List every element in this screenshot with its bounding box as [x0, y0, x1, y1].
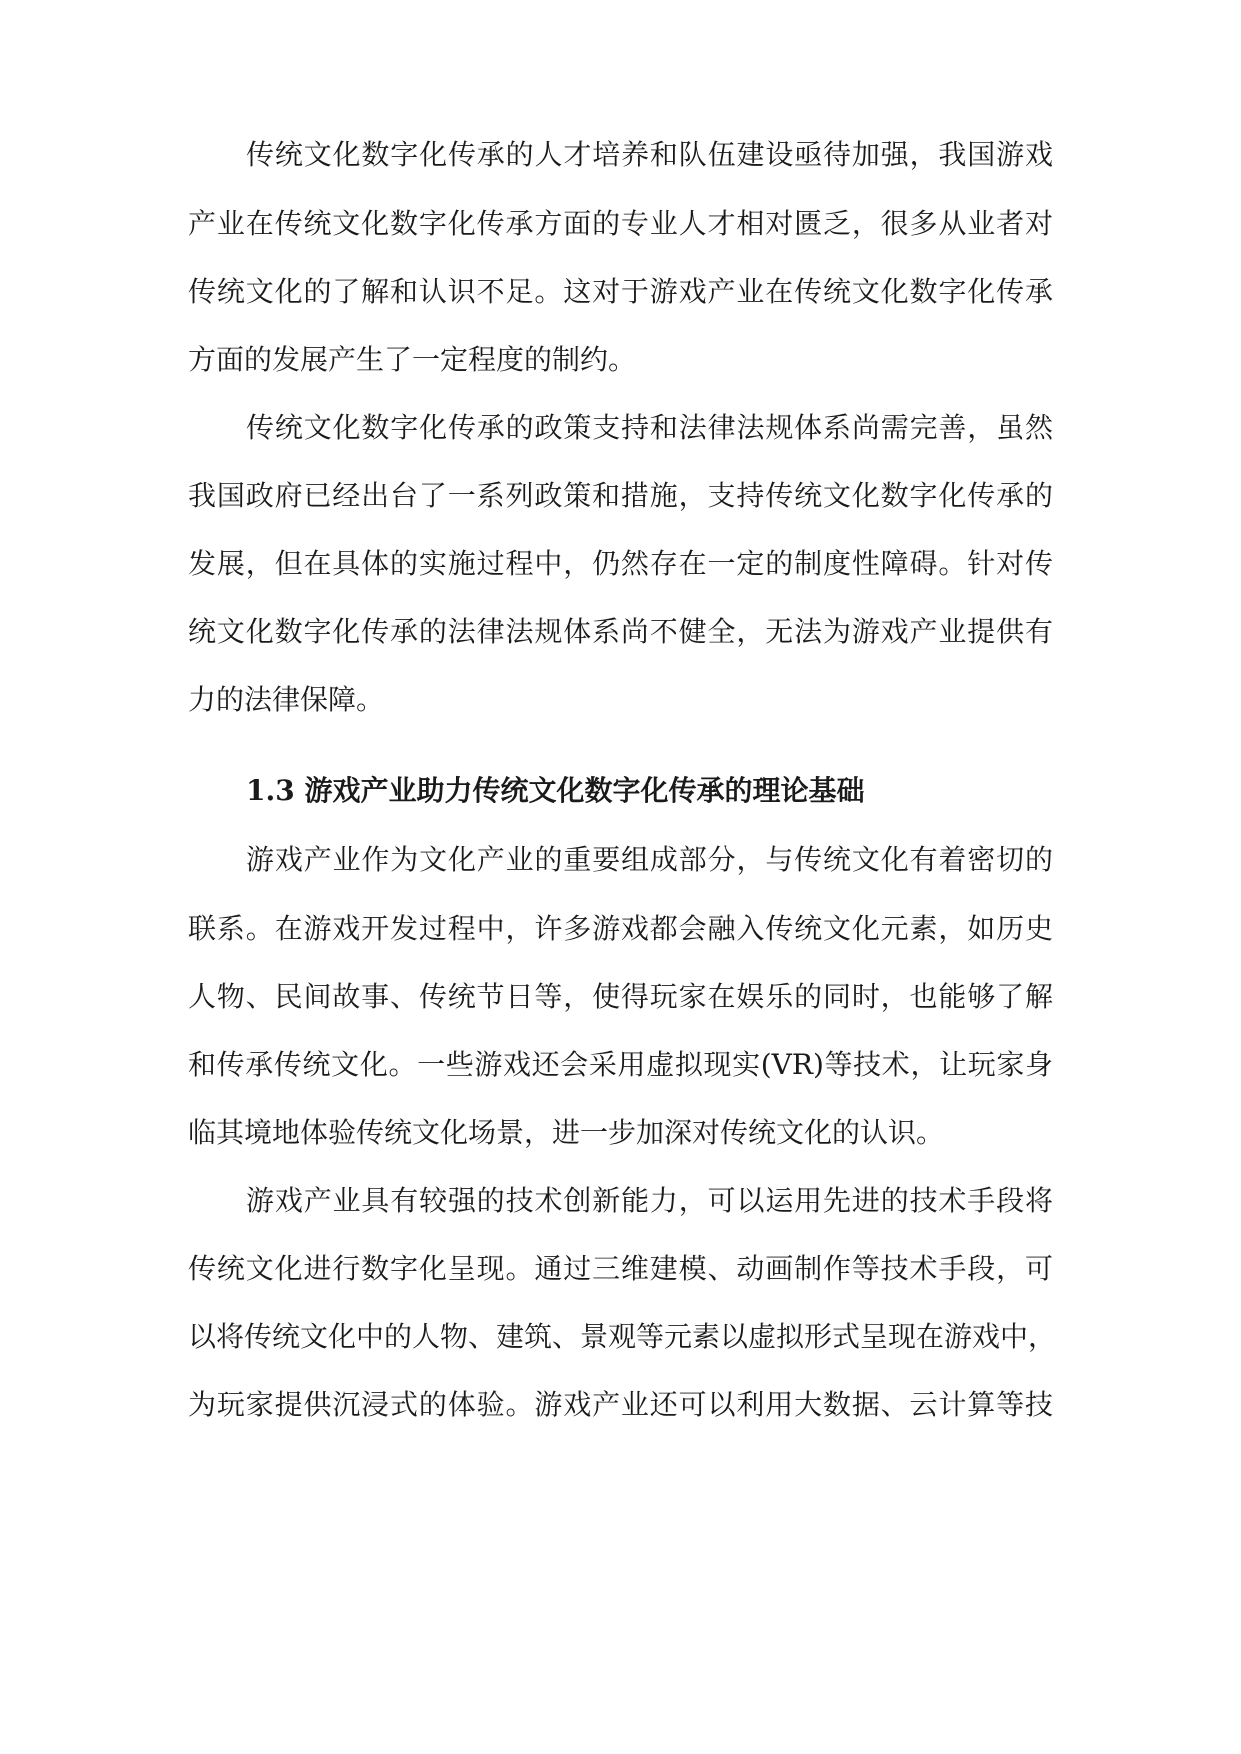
paragraph-line: 以将传统文化中的人物、建筑、景观等元素以虚拟形式呈现在游戏中，: [188, 1320, 1057, 1353]
paragraph-line: 联系。在游戏开发过程中，许多游戏都会融入传统文化元素，如历史: [188, 912, 1053, 945]
paragraph-line: 临其境地体验传统文化场景，进一步加深对传统文化的认识。: [188, 1116, 945, 1149]
paragraph-line: 和传承传统文化。一些游戏还会采用虚拟现实(VR)等技术，让玩家身: [188, 1048, 1053, 1081]
paragraph-line: 传统文化数字化传承的政策支持和法律法规体系尚需完善，虽然: [246, 411, 1053, 444]
paragraph-line: 传统文化的了解和认识不足。这对于游戏产业在传统文化数字化传承: [188, 275, 1053, 308]
paragraph-line: 产业在传统文化数字化传承方面的专业人才相对匮乏，很多从业者对: [188, 207, 1053, 240]
paragraph-line: 我国政府已经出台了一系列政策和措施，支持传统文化数字化传承的: [188, 479, 1053, 512]
paragraph-line: 发展，但在具体的实施过程中，仍然存在一定的制度性障碍。针对传: [188, 547, 1053, 580]
paragraph-line: 方面的发展产生了一定程度的制约。: [188, 343, 637, 376]
paragraph-line: 游戏产业作为文化产业的重要组成部分，与传统文化有着密切的: [246, 843, 1053, 876]
section-heading: 1.3 游戏产业助力传统文化数字化传承的理论基础: [246, 774, 865, 807]
paragraph-line: 为玩家提供沉浸式的体验。游戏产业还可以利用大数据、云计算等技: [188, 1388, 1053, 1421]
paragraph-line: 力的法律保障。: [188, 683, 385, 716]
paragraph-line: 游戏产业具有较强的技术创新能力，可以运用先进的技术手段将: [246, 1184, 1053, 1217]
paragraph-line: 统文化数字化传承的法律法规体系尚不健全，无法为游戏产业提供有: [188, 615, 1053, 648]
paragraph-line: 人物、民间故事、传统节日等，使得玩家在娱乐的同时，也能够了解: [188, 980, 1053, 1013]
paragraph-line: 传统文化数字化传承的人才培养和队伍建设亟待加强，我国游戏: [246, 138, 1053, 171]
paragraph-line: 传统文化进行数字化呈现。通过三维建模、动画制作等技术手段，可: [188, 1252, 1053, 1285]
